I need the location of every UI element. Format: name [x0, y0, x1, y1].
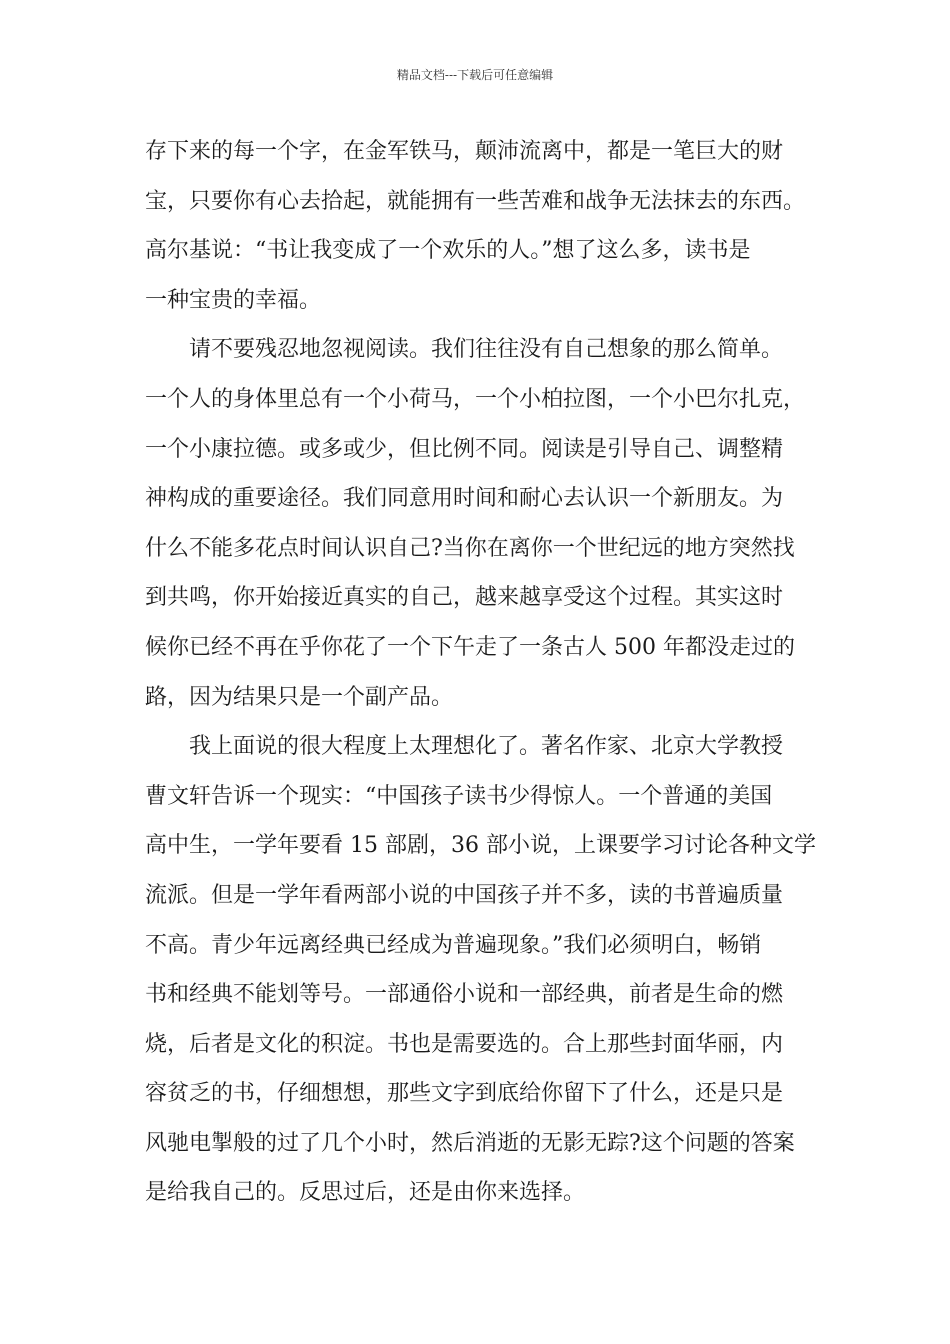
- text-line: 书和经典不能划等号。一部通俗小说和一部经典，前者是生命的燃: [145, 982, 784, 1008]
- text-line: 一个人的身体里总有一个小荷马，一个小柏拉图，一个小巴尔扎克，: [145, 386, 806, 412]
- text-line: 宝，只要你有心去拾起，就能拥有一些苦难和战争无法抹去的东西。: [145, 188, 806, 214]
- text-line: 一个小康拉德。或多或少，但比例不同。阅读是引导自己、调整精: [145, 436, 784, 462]
- text-line: 高中生，一学年要看 15 部剧，36 部小说，上课要学习讨论各种文学: [145, 833, 816, 859]
- text-line: 风驰电掣般的过了几个小时，然后消逝的无影无踪?这个问题的答案: [145, 1130, 795, 1156]
- text-line: 容贫乏的书，仔细想想，那些文字到底给你留下了什么，还是只是: [145, 1081, 784, 1107]
- text-line: 候你已经不再在乎你花了一个下午走了一条古人 500 年都没走过的: [145, 634, 795, 660]
- text-line: 存下来的每一个字，在金军铁马，颠沛流离中，都是一笔巨大的财: [145, 139, 784, 164]
- text-line: 神构成的重要途径。我们同意用时间和耐心去认识一个新朋友。为: [145, 486, 784, 512]
- page-header: 精品文档---下载后可任意编辑: [396, 68, 554, 82]
- text-line: 一种宝贵的幸福。: [145, 287, 322, 313]
- text-line: 是给我自己的。反思过后，还是由你来选择。: [145, 1180, 586, 1206]
- body-text: [145, 132, 816, 1223]
- text-line: 高尔基说：“书让我变成了一个欢乐的人。”想了这么多，读书是: [145, 238, 751, 264]
- text-line: 到共鸣，你开始接近真实的自己，越来越享受这个过程。其实这时: [145, 585, 784, 611]
- text-line: 我上面说的很大程度上太理想化了。著名作家、北京大学教授: [189, 734, 784, 760]
- text-line: 流派。但是一学年看两部小说的中国孩子并不多，读的书普遍质量: [145, 882, 784, 908]
- text-line: 烧，后者是文化的积淀。书也是需要选的。合上那些封面华丽，内: [145, 1031, 784, 1057]
- text-line: 曹文轩告诉一个现实：“中国孩子读书少得惊人。一个普通的美国: [145, 783, 773, 809]
- text-line: 路，因为结果只是一个副产品。: [145, 684, 454, 710]
- text-line: 什么不能多花点时间认识自己?当你在离你一个世纪远的地方突然找: [145, 535, 795, 561]
- text-line: 请不要残忍地忽视阅读。我们往往没有自己想象的那么简单。: [189, 337, 784, 363]
- text-line: 不高。青少年远离经典已经成为普遍现象。”我们必须明白，畅销: [145, 932, 762, 958]
